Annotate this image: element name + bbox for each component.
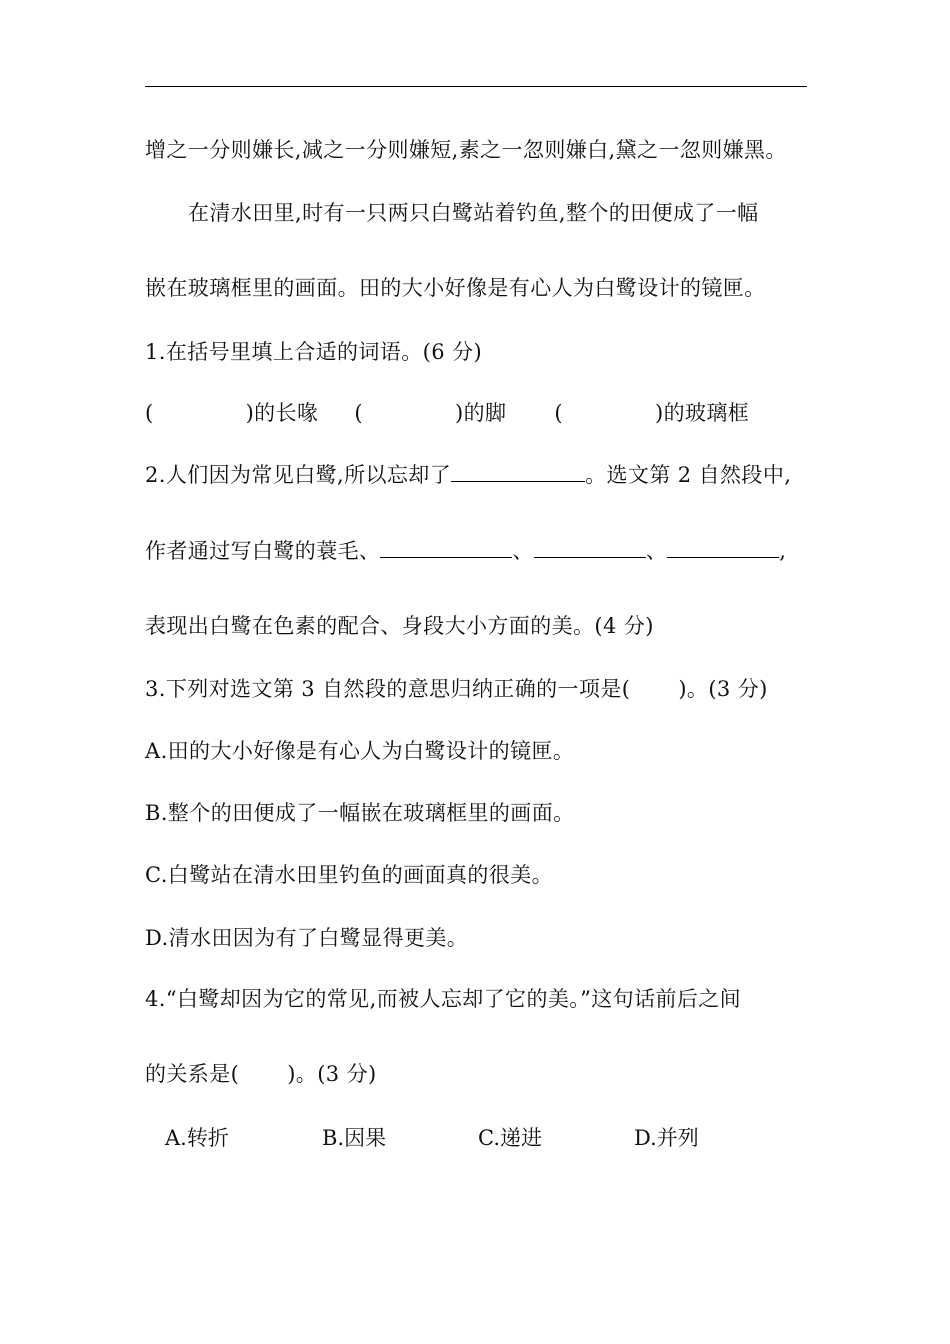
q1-fill-row	[145, 399, 749, 427]
q1-item-1-open: (	[145, 401, 154, 425]
q2-sep-2: 、	[645, 539, 668, 563]
q2-end: ,	[779, 539, 787, 563]
q4-option-d[interactable]: D.并列	[634, 1126, 699, 1150]
passage-line-1: 增之一分则嫌长,减之一分则嫌短,素之一忽则嫌白,黛之一忽则嫌黑。	[145, 138, 787, 162]
q1-item-1-close: )的长喙	[245, 401, 319, 425]
q3-stem	[145, 675, 768, 703]
q2-blank-3[interactable]	[534, 539, 646, 558]
passage-line-3: 嵌在玻璃框里的画面。田的大小好像是有心人为白鹭设计的镜匣。	[145, 276, 766, 300]
q1-item-3-close: )的玻璃框	[654, 401, 750, 425]
q3-stem-b: )。(3 分)	[678, 677, 768, 701]
q4-line-2	[145, 1060, 377, 1088]
q1-item-2-open: (	[354, 401, 363, 425]
q4-line-1: 4.“白鹭却因为它的常见,而被人忘却了它的美。”这句话前后之间	[145, 987, 742, 1011]
q3-stem-a: 3.下列对选文第 3 自然段的意思归纳正确的一项是(	[145, 677, 631, 701]
q2-part-1: 2.人们因为常见白鹭,所以忘却了	[145, 463, 452, 487]
q2-part-3: 作者通过写白鹭的蓑毛、	[145, 539, 381, 563]
q4-option-b[interactable]: B.因果	[322, 1126, 387, 1150]
q1-item-3-open: (	[554, 401, 563, 425]
header-rule	[145, 86, 807, 87]
q3-option-c[interactable]: C.白鹭站在清水田里钓鱼的画面真的很美。	[145, 863, 553, 887]
q4-line-2b: )。(3 分)	[287, 1062, 377, 1086]
q3-option-a[interactable]: A.田的大小好像是有心人为白鹭设计的镜匣。	[145, 739, 575, 763]
q2-sep-1: 、	[512, 539, 534, 563]
q2-line-1	[145, 461, 791, 489]
q3-option-b[interactable]: B.整个的田便成了一幅嵌在玻璃框里的画面。	[145, 801, 575, 825]
q2-blank-2[interactable]	[380, 539, 512, 558]
q3-option-d[interactable]: D.清水田因为有了白鹭显得更美。	[145, 926, 469, 950]
q4-option-c[interactable]: C.递进	[478, 1126, 542, 1150]
q2-line-3: 表现出白鹭在色素的配合、身段大小方面的美。(4 分)	[145, 614, 654, 638]
q2-blank-4[interactable]	[667, 539, 779, 558]
q2-blank-1[interactable]	[451, 463, 585, 482]
passage-line-2: 在清水田里,时有一只两只白鹭站着钓鱼,整个的田便成了一幅	[188, 201, 759, 225]
q1-stem: 1.在括号里填上合适的词语。(6 分)	[145, 340, 483, 364]
q4-line-2a: 的关系是(	[145, 1062, 240, 1086]
q4-option-a[interactable]: A.转折	[165, 1126, 229, 1150]
q2-part-2: 。选文第 2 自然段中,	[585, 463, 792, 487]
q1-item-2-close: )的脚	[454, 401, 507, 425]
q2-line-2	[145, 537, 786, 565]
